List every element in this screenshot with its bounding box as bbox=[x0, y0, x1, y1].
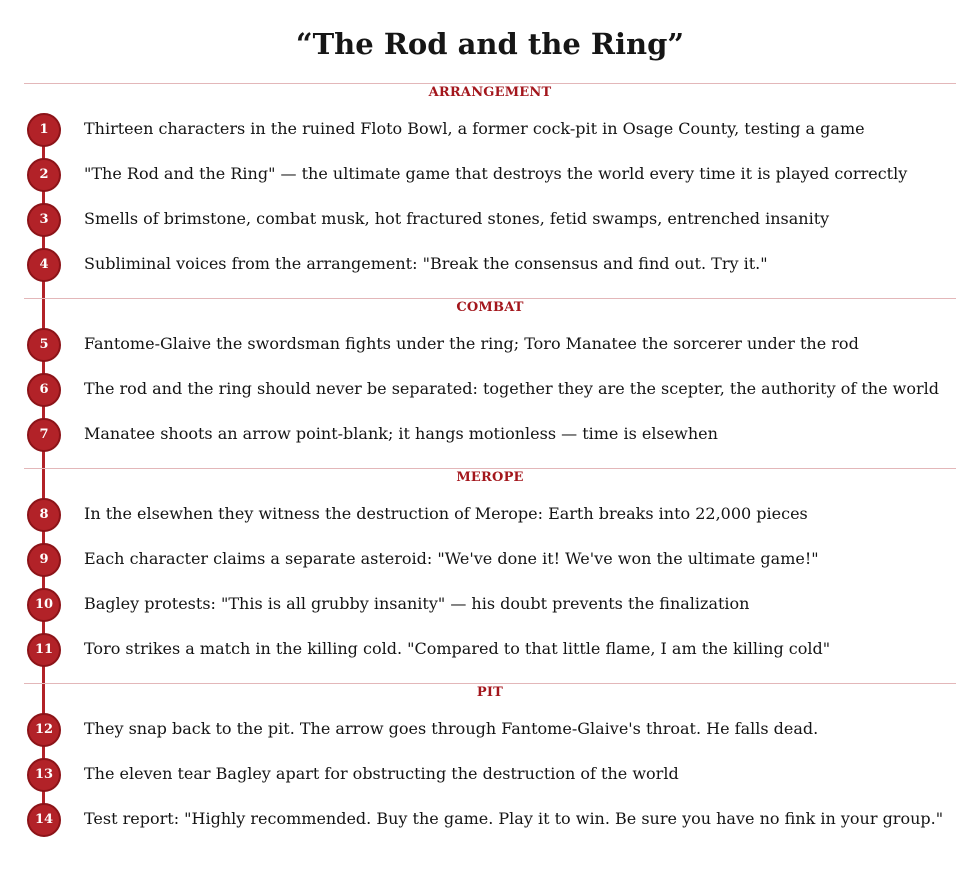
timeline-event bbox=[0, 203, 980, 237]
timeline-event bbox=[0, 498, 980, 532]
event-text: In the elsewhen they witness the destruction of Merope: Earth breaks into 22,000 pieces bbox=[84, 504, 808, 523]
timeline-event bbox=[0, 113, 980, 147]
event-number-badge: 7 bbox=[27, 418, 61, 452]
event-text: Toro strikes a match in the killing cold. "Compared to that little flame, I am the killing cold" bbox=[84, 639, 831, 658]
event-text: Bagley protests: "This is all grubby insanity" — his doubt prevents the finalization bbox=[84, 594, 750, 613]
page-title: “The Rod and the Ring” bbox=[295, 27, 685, 61]
timeline-event bbox=[0, 758, 980, 792]
event-number-badge: 9 bbox=[27, 543, 61, 577]
timeline-event bbox=[0, 418, 980, 452]
event-number-badge: 1 bbox=[27, 113, 61, 147]
event-text: The rod and the ring should never be separated: together they are the scepter, the authority of the world bbox=[84, 379, 939, 398]
event-text: Test report: "Highly recommended. Buy the game. Play it to win. Be sure you have no fink in your group." bbox=[84, 809, 944, 828]
timeline-event bbox=[0, 713, 980, 747]
timeline-event bbox=[0, 328, 980, 362]
event-number-badge: 10 bbox=[27, 588, 61, 622]
event-text: Manatee shoots an arrow point-blank; it hangs motionless — time is elsewhen bbox=[84, 424, 718, 443]
event-number-badge: 13 bbox=[27, 758, 61, 792]
timeline-event bbox=[0, 373, 980, 407]
section-label-arrangement: ARRANGEMENT bbox=[428, 85, 552, 100]
event-number-badge: 8 bbox=[27, 498, 61, 532]
event-number-badge: 5 bbox=[27, 328, 61, 362]
event-text: Subliminal voices from the arrangement: "Break the consensus and find out. Try it." bbox=[84, 254, 768, 273]
event-number-badge: 2 bbox=[27, 158, 61, 192]
event-text: Thirteen characters in the ruined Floto Bowl, a former cock-pit in Osage County, testing a game bbox=[84, 119, 865, 138]
timeline-event bbox=[0, 633, 980, 667]
event-text: Each character claims a separate asteroid: "We've done it! We've won the ultimate game!" bbox=[84, 549, 819, 568]
event-number-badge: 11 bbox=[27, 633, 61, 667]
section-label-merope: MEROPE bbox=[456, 470, 524, 485]
timeline-event bbox=[0, 158, 980, 192]
timeline-event bbox=[0, 803, 980, 837]
section-label-pit: PIT bbox=[476, 685, 504, 700]
event-number-badge: 4 bbox=[27, 248, 61, 282]
event-text: The eleven tear Bagley apart for obstructing the destruction of the world bbox=[84, 764, 679, 783]
event-number-badge: 3 bbox=[27, 203, 61, 237]
timeline-event bbox=[0, 588, 980, 622]
event-number-badge: 14 bbox=[27, 803, 61, 837]
event-text: Fantome-Glaive the swordsman fights under the ring; Toro Manatee the sorcerer under the rod bbox=[84, 334, 859, 353]
timeline-event bbox=[0, 248, 980, 282]
timeline-event bbox=[0, 543, 980, 577]
event-number-badge: 6 bbox=[27, 373, 61, 407]
event-text: They snap back to the pit. The arrow goes through Fantome-Glaive's throat. He falls dead. bbox=[84, 719, 819, 738]
event-text: "The Rod and the Ring" — the ultimate game that destroys the world every time it is played correctly bbox=[84, 164, 908, 183]
section-label-combat: COMBAT bbox=[456, 300, 524, 315]
event-text: Smells of brimstone, combat musk, hot fractured stones, fetid swamps, entrenched insanity bbox=[84, 209, 830, 228]
event-number-badge: 12 bbox=[27, 713, 61, 747]
